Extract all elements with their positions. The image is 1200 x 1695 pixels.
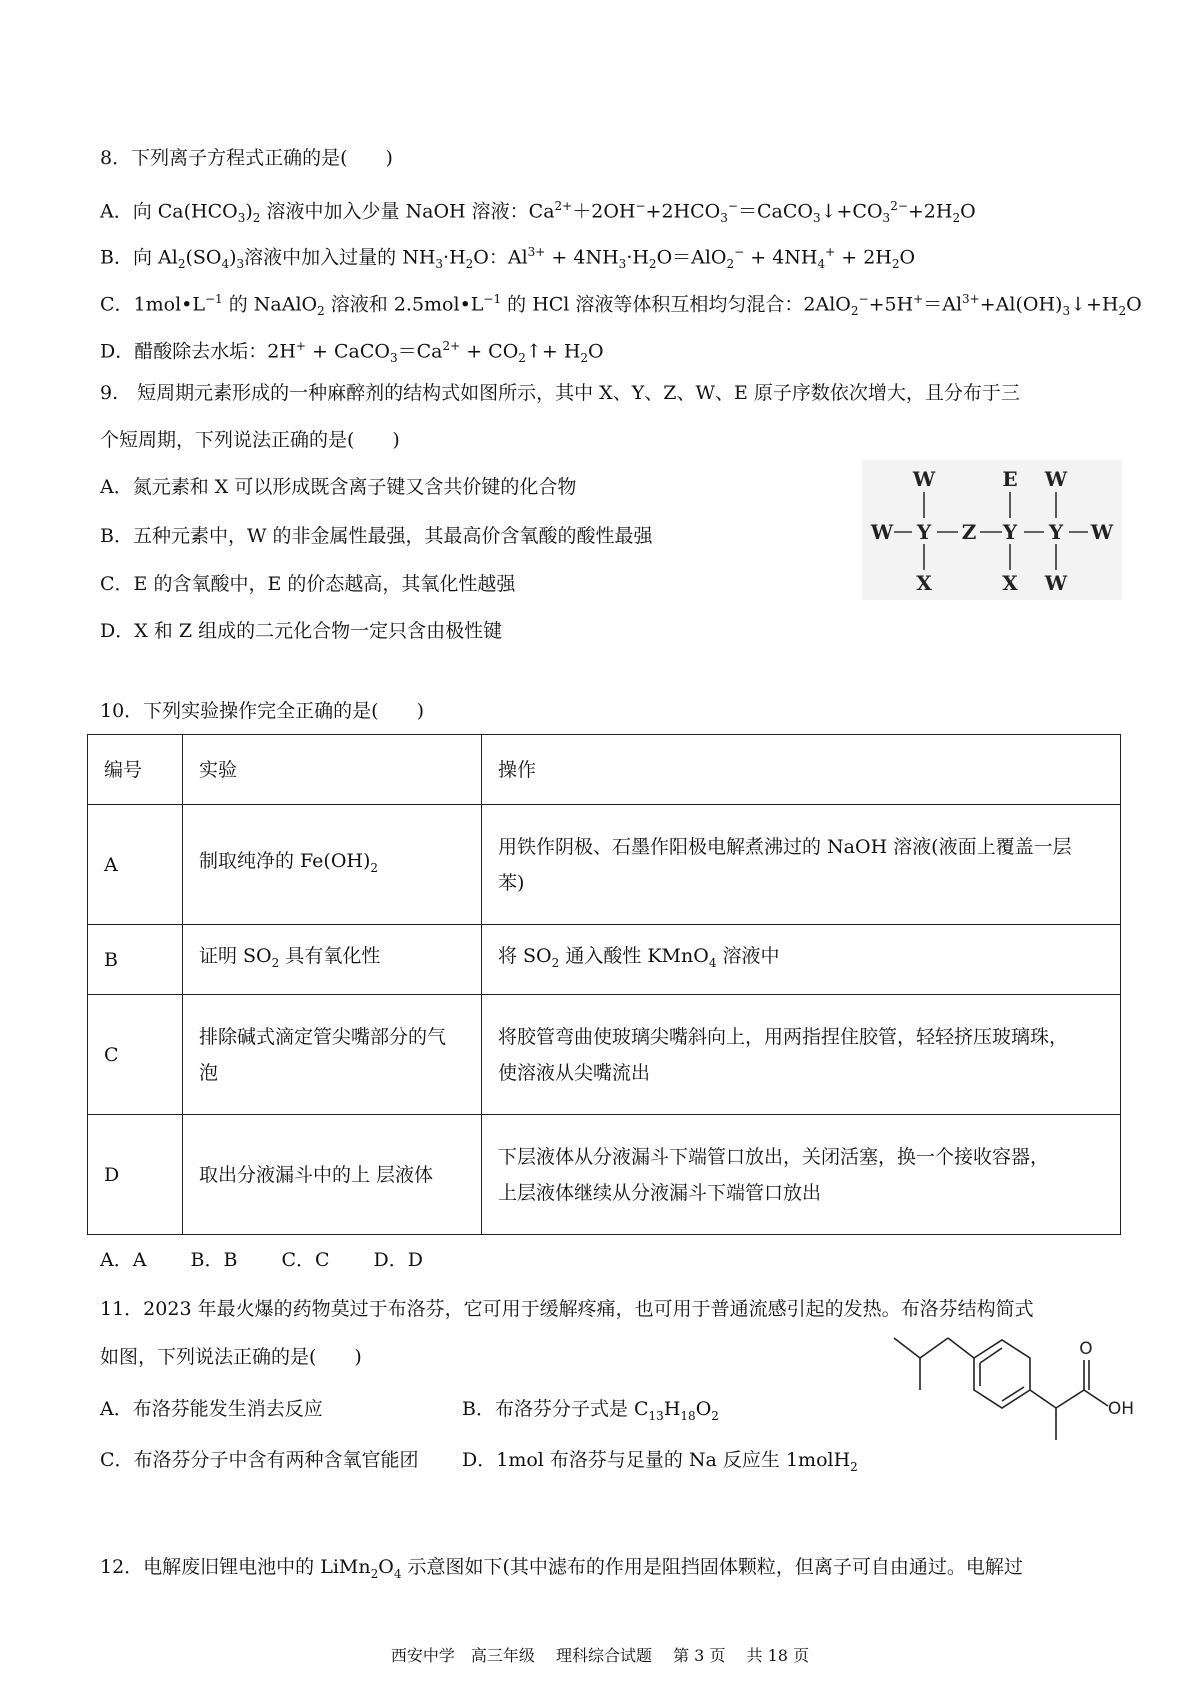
header-id: 编号: [88, 735, 183, 805]
atom-y1: Y: [916, 520, 932, 544]
table-row: [88, 805, 1121, 925]
header-operation: 操作: [482, 735, 1121, 805]
atom-x-bot2: X: [1002, 571, 1018, 595]
atom-z: Z: [961, 520, 977, 544]
row-id: B: [88, 925, 183, 995]
row-operation: 将胶管弯曲使玻璃尖嘴斜向上，用两指捏住胶管，轻轻挤压玻璃珠， 使溶液从尖嘴流出: [482, 995, 1121, 1115]
atom-e-top: E: [1002, 467, 1018, 491]
carbonyl-oxygen-label: O: [1079, 1339, 1093, 1359]
q8-option-b: B．向 $Al_2(SO_4)_3$溶液中加入过量的 $NH_3\cdot H_2O$：$Al^{3+} + 4NH_3\cdot H_2O=AlO_2^- + 4NH_4^+ + 2H_2O$: [100, 245, 916, 272]
q10-options: A．A B．B C．C D．D: [100, 1249, 424, 1271]
q11-stem-line2: 如图，下列说法正确的是( ): [100, 1346, 362, 1368]
q12-stem: 12．电解废旧锂电池中的 $LiMn_2O_4$ 示意图如下(其中滤布的作用是阻挡固体颗粒，但离子可自由通过。电解过: [100, 1556, 1023, 1581]
q9-stem-line2: 个短周期，下列说法正确的是( ): [100, 429, 400, 451]
q9-stem-line1: 9. 短周期元素形成的一种麻醉剂的结构式如图所示，其中 X、Y、Z、W、E 原子序数依次增大，且分布于三: [100, 382, 1020, 404]
q9-structure-figure: [862, 460, 1122, 600]
row-experiment: 排除碱式滴定管尖嘴部分的气 泡: [183, 995, 482, 1115]
atom-w-right: W: [1090, 520, 1114, 544]
row-operation: 下层液体从分液漏斗下端管口放出，关闭活塞，换一个接收容器， 上层液体继续从分液漏斗下端管口放出: [482, 1115, 1121, 1235]
atom-w-left: W: [870, 520, 894, 544]
atom-x-bot1: X: [916, 571, 932, 595]
row-operation: 将 $SO_2$ 通入酸性 KMnO$_4$ 溶液中: [482, 925, 1121, 995]
experiment-table: [87, 734, 1121, 1235]
q11-option-c: C．布洛芬分子中含有两种含氧官能团: [100, 1449, 419, 1471]
atom-y2: Y: [1002, 520, 1018, 544]
row-experiment: 证明 $SO_2$ 具有氧化性: [183, 925, 482, 995]
q8-option-d: D．醋酸除去水垢：$2H^+ + CaCO_3=Ca^{2+}$ + $CO_2↑+ H_2O$: [100, 339, 604, 366]
hydroxyl-label: OH: [1107, 1399, 1135, 1419]
table-header-row: [88, 735, 1121, 805]
q11-option-b: B．布洛芬分子式是 $C_{13}H_{18}O_2$: [462, 1398, 719, 1423]
q11-option-a: A．布洛芬能发生消去反应: [100, 1398, 323, 1420]
row-experiment: 制取纯净的 $Fe(OH)_2$: [183, 805, 482, 925]
row-id: D: [88, 1115, 183, 1235]
ibuprofen-structure: [890, 1330, 1150, 1455]
row-operation: 用铁作阴极、石墨作阳极电解煮沸过的 NaOH 溶液(液面上覆盖一层 苯): [482, 805, 1121, 925]
atom-w-bot: W: [1044, 571, 1068, 595]
q8-option-a: A．向 $Ca(HCO_3)_2$ 溶液中加入少量 NaOH 溶液：$Ca^{2+}+2OH^-+2HCO_3^-=CaCO_3↓+CO_3^{2-}+2H_2O$: [100, 199, 976, 226]
atom-y3: Y: [1048, 520, 1064, 544]
table-row: [88, 995, 1121, 1115]
q11-option-d: D．1mol 布洛芬与足量的 Na 反应生 1molH$_2$: [462, 1449, 858, 1474]
q9-option-b: B．五种元素中，W 的非金属性最强，其最高价含氧酸的酸性最强: [100, 525, 653, 547]
q11-stem-line1: 11．2023 年最火爆的药物莫过于布洛芬，它可用于缓解疼痛，也可用于普通流感引起的发热。布洛芬结构简式: [100, 1298, 1034, 1320]
atom-w-top1: W: [912, 467, 936, 491]
header-experiment: 实验: [183, 735, 482, 805]
q9-option-a: A．氮元素和 X 可以形成既含离子键又含共价键的化合物: [100, 476, 577, 498]
table-row: [88, 1115, 1121, 1235]
page-footer: 西安中学 高三年级 理科综合试题 第 3 页 共 18 页: [390, 1646, 810, 1665]
row-experiment: 取出分液漏斗中的上 层液体: [183, 1115, 482, 1235]
atom-w-top2: W: [1044, 467, 1068, 491]
row-id: A: [88, 805, 183, 925]
q8-option-c: C．$1mol•L^{-1}$ 的 NaAlO$_2$ 溶液和 $2.5mol•L^{-1}$ 的 HCl 溶液等体积互相均匀混合：$2AlO_2^-+5H^+=Al^{3+}+Al(OH)_3↓+H_2O$: [100, 292, 1142, 319]
q10-stem: 10．下列实验操作完全正确的是( ): [100, 700, 425, 722]
row-id: C: [88, 995, 183, 1115]
table-row: [88, 925, 1121, 995]
q9-option-c: C．E 的含氧酸中，E 的价态越高，其氧化性越强: [100, 573, 516, 595]
q9-option-d: D．X 和 Z 组成的二元化合物一定只含由极性键: [100, 620, 503, 642]
q8-stem: 8．下列离子方程式正确的是( ): [100, 147, 393, 169]
